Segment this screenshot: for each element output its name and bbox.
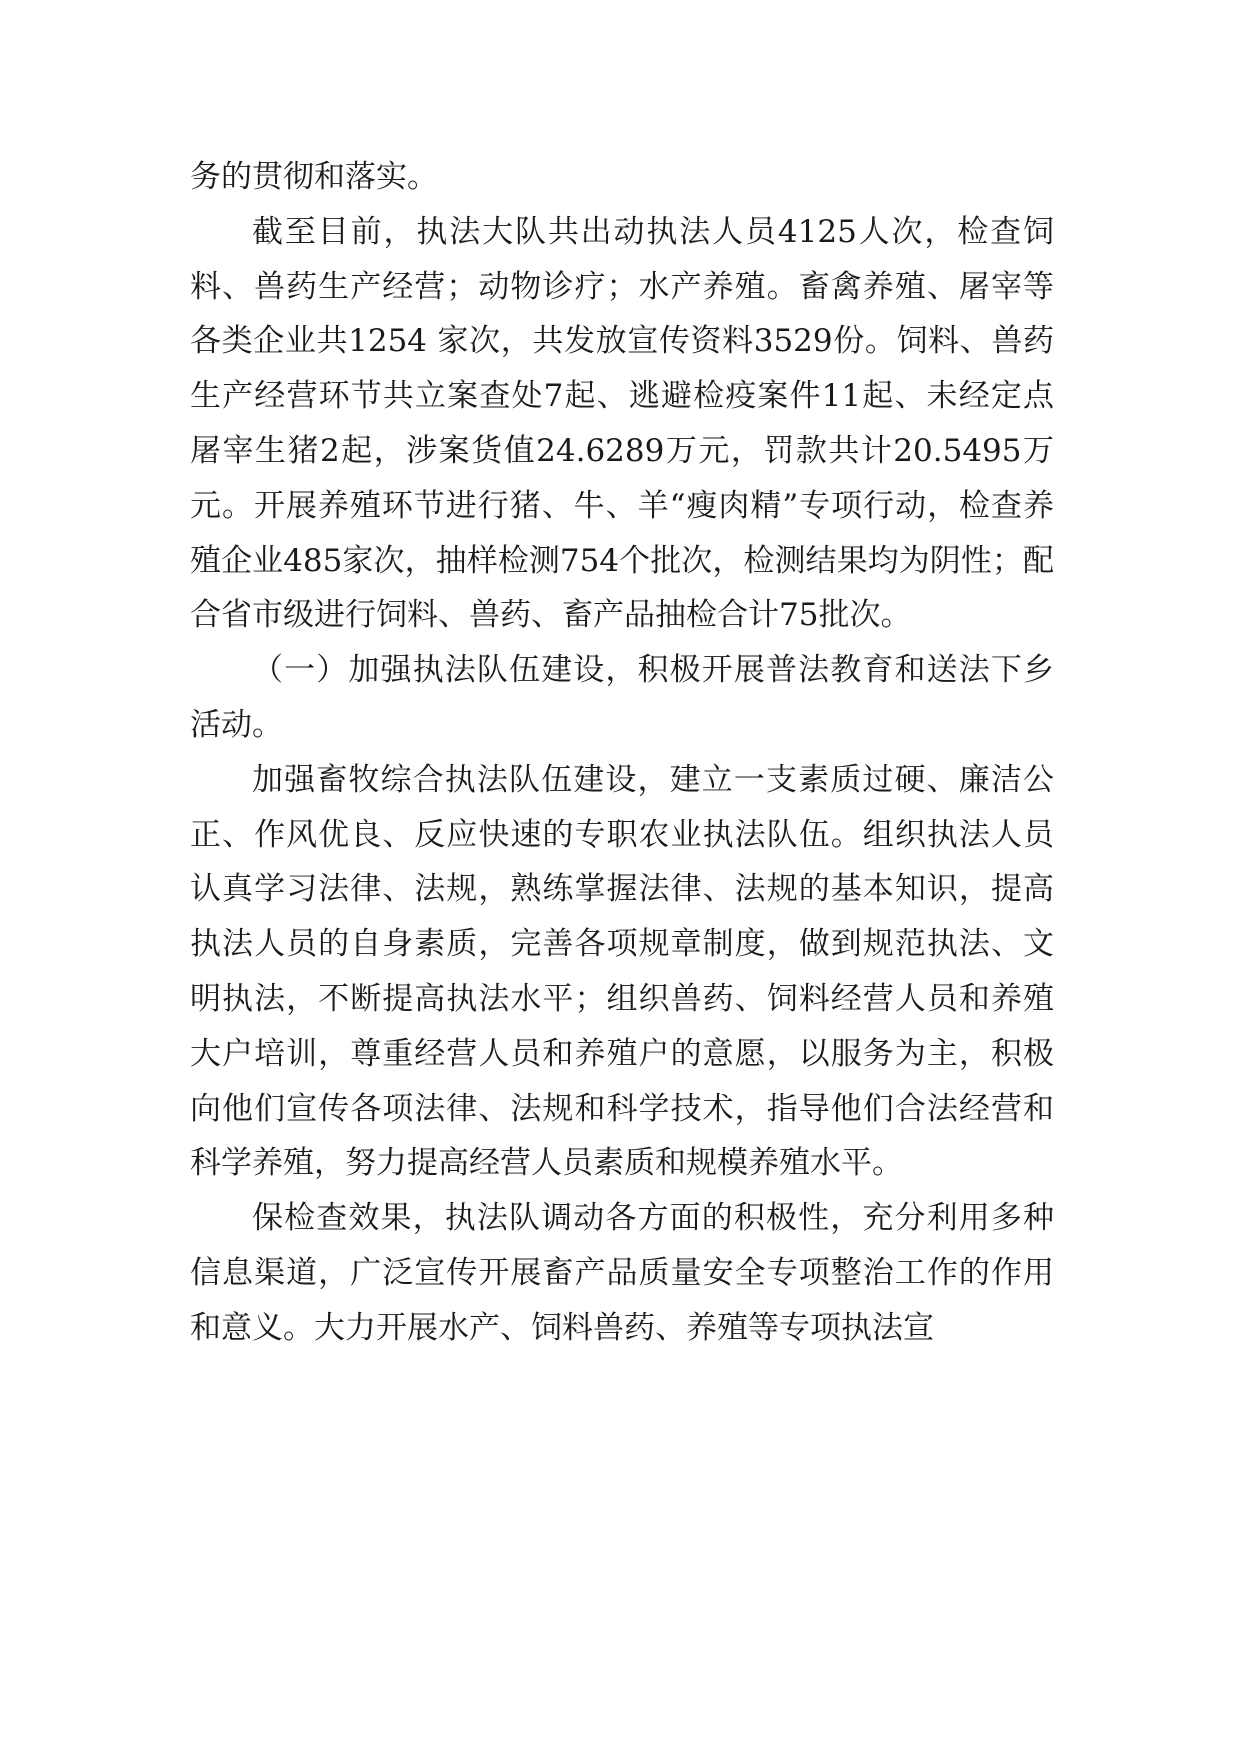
section-heading-1: （一）加强执法队伍建设，积极开展普法教育和送法下乡活动。 bbox=[190, 652, 1054, 743]
paragraph-continuation: 务的贯彻和落实。 bbox=[190, 159, 438, 195]
document-body bbox=[190, 150, 1054, 1356]
paragraph-enforcement-statistics: 截至目前，执法大队共出动执法人员4125人次，检查饲料、兽药生产经营；动物诊疗；水产养殖。畜禽养殖、屠宰等各类企业共1254 家次，共发放宣传资料3529份。饲料、兽药生产经营环节共立案查处7起、逃避检疫案件11起、未经定点屠宰生猪2起，涉案货值24.6289万元，罚款共计20.5495万元。开展养殖环节进行猪、牛、羊“瘦肉精”专项行动，检查养殖企业485家次，抽样检测754个批次，检测结果均为阴性；配合省市级进行饲料、兽药、畜产品抽检合计75批次。 bbox=[190, 213, 1054, 634]
paragraph-publicity: 保检查效果，执法队调动各方面的积极性，充分利用多种信息渠道，广泛宣传开展畜产品质量安全专项整治工作的作用和意义。大力开展水产、饲料兽药、养殖等专项执法宣 bbox=[190, 1200, 1054, 1346]
paragraph-team-building: 加强畜牧综合执法队伍建设，建立一支素质过硬、廉洁公正、作风优良、反应快速的专职农业执法队伍。组织执法人员认真学习法律、法规，熟练掌握法律、法规的基本知识，提高执法人员的自身素质，完善各项规章制度，做到规范执法、文明执法，不断提高执法水平；组织兽药、饲料经营人员和养殖大户培训，尊重经营人员和养殖户的意愿，以服务为主，积极向他们宣传各项法律、法规和科学技术，指导他们合法经营和科学养殖，努力提高经营人员素质和规模养殖水平。 bbox=[190, 761, 1054, 1182]
